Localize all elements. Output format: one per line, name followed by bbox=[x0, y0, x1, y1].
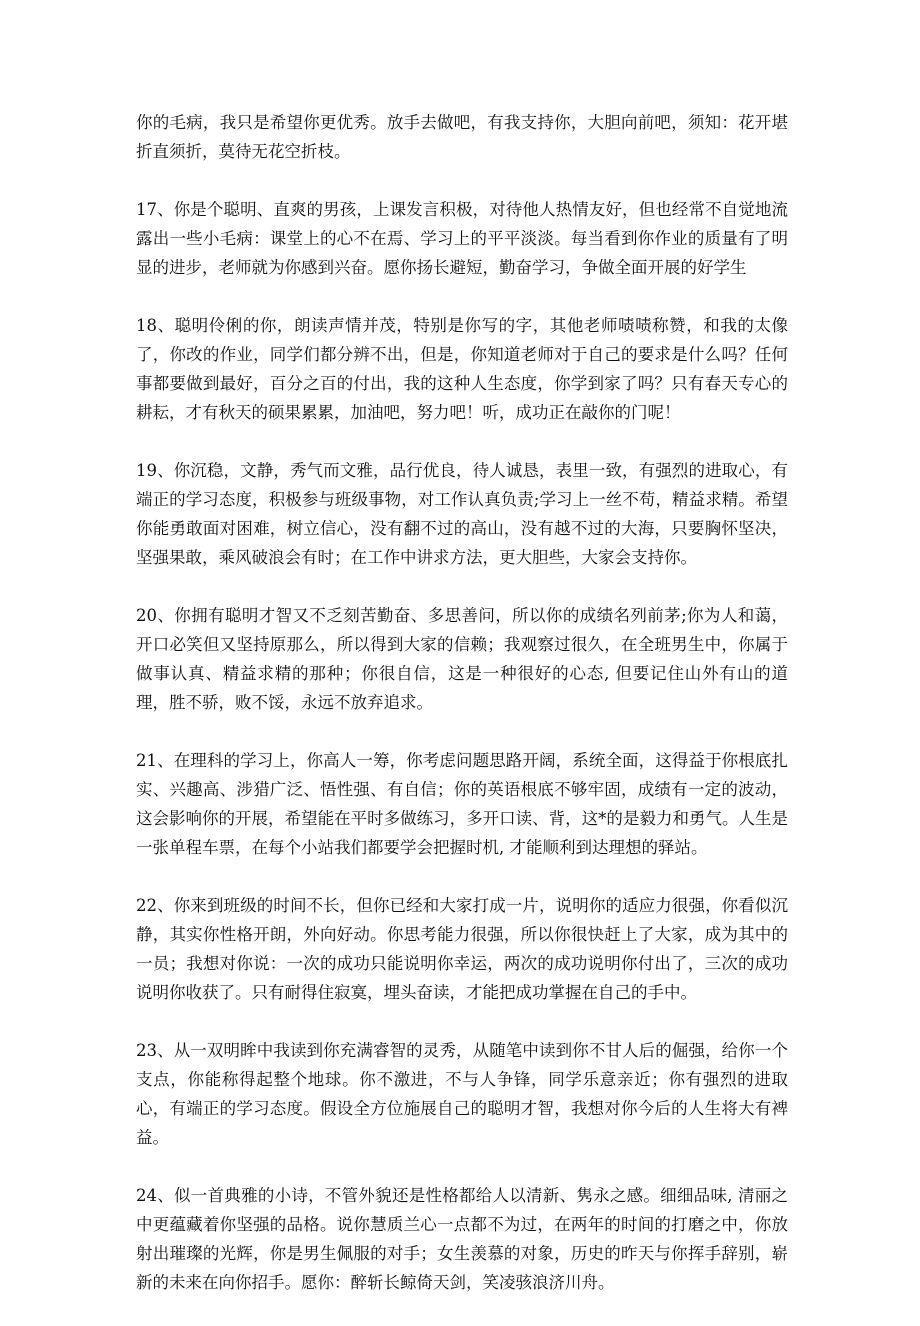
paragraph-17: 17、你是个聪明、直爽的男孩，上课发言积极，对待他人热情友好，但也经常不自觉地流露出一些小毛病：课堂上的心不在焉、学习上的平平淡淡。每当看到你作业的质量有了明显的进步，老师就为你感到兴奋。愿你扬长避短，勤奋学习，争做全面开展的好学生 bbox=[136, 200, 788, 277]
paragraph-24: 24、似一首典雅的小诗，不管外貌还是性格都给人以清新、隽永之感。细细品味, 清丽之中更蕴藏着你坚强的品格。说你慧质兰心一点都不为过，在两年的时间的打磨之中，你放射出璀璨的光辉，你是男生佩服的对手；女生羡慕的对象，历史的昨天与你挥手辞别，崭新的未来在向你招手。愿你：醉斩长鲸倚天剑，笑凌骇浪济川舟。 bbox=[136, 1186, 788, 1292]
document-page bbox=[136, 108, 788, 1326]
paragraph-18: 18、聪明伶俐的你，朗读声情并茂，特别是你写的字，其他老师啧啧称赞，和我的太像了，你改的作业，同学们都分辨不出，但是，你知道老师对于自己的要求是什么吗？任何事都要做到最好，百分之百的付出，我的这种人生态度，你学到家了吗？只有春天专心的耕耘，才有秋天的硕果累累，加油吧，努力吧！听，成功正在敲你的门呢！ bbox=[136, 316, 788, 422]
paragraph-19: 19、你沉稳，文静，秀气而文雅，品行优良，待人诚恳，表里一致，有强烈的进取心，有端正的学习态度，积极参与班级事物，对工作认真负责;学习上一丝不苟，精益求精。希望你能勇敢面对困难，树立信心，没有翻不过的高山，没有越不过的大海，只要胸怀坚决，坚强果敢，乘风破浪会有时；在工作中讲求方法，更大胆些，大家会支持你。 bbox=[136, 461, 788, 567]
paragraph-20: 20、你拥有聪明才智又不乏刻苦勤奋、多思善问，所以你的成绩名列前茅;你为人和蔼，开口必笑但又坚持原那么，所以得到大家的信赖；我观察过很久，在全班男生中，你属于做事认真、精益求精的那种；你很自信，这是一种很好的心态, 但要记住山外有山的道理，胜不骄，败不馁，永远不放弃追求。 bbox=[136, 606, 788, 712]
paragraph-continuation: 你的毛病，我只是希望你更优秀。放手去做吧，有我支持你，大胆向前吧，须知：花开堪折直须折，莫待无花空折枝。 bbox=[136, 113, 788, 161]
paragraph-21: 21、在理科的学习上，你高人一筹，你考虑问题思路开阔，系统全面，这得益于你根底扎实、兴趣高、涉猎广泛、悟性强、有自信；你的英语根底不够牢固，成绩有一定的波动，这会影响你的开展，希望能在平时多做练习，多开口读、背，这*的是毅力和勇气。人生是一张单程车票，在每个小站我们都要学会把握时机, 才能顺利到达理想的驿站。 bbox=[136, 751, 788, 857]
paragraph-22: 22、你来到班级的时间不长，但你已经和大家打成一片，说明你的适应力很强，你看似沉静，其实你性格开朗，外向好动。你思考能力很强，所以你很快赶上了大家，成为其中的一员；我想对你说：一次的成功只能说明你幸运，两次的成功说明你付出了，三次的成功说明你收获了。只有耐得住寂寞，埋头奋读，才能把成功掌握在自己的手中。 bbox=[136, 896, 788, 1002]
paragraph-23: 23、从一双明眸中我读到你充满睿智的灵秀，从随笔中读到你不甘人后的倔强，给你一个支点，你能称得起整个地球。你不激进，不与人争锋，同学乐意亲近；你有强烈的进取心，有端正的学习态度。假设全方位施展自己的聪明才智，我想对你今后的人生将大有裨益。 bbox=[136, 1041, 788, 1147]
